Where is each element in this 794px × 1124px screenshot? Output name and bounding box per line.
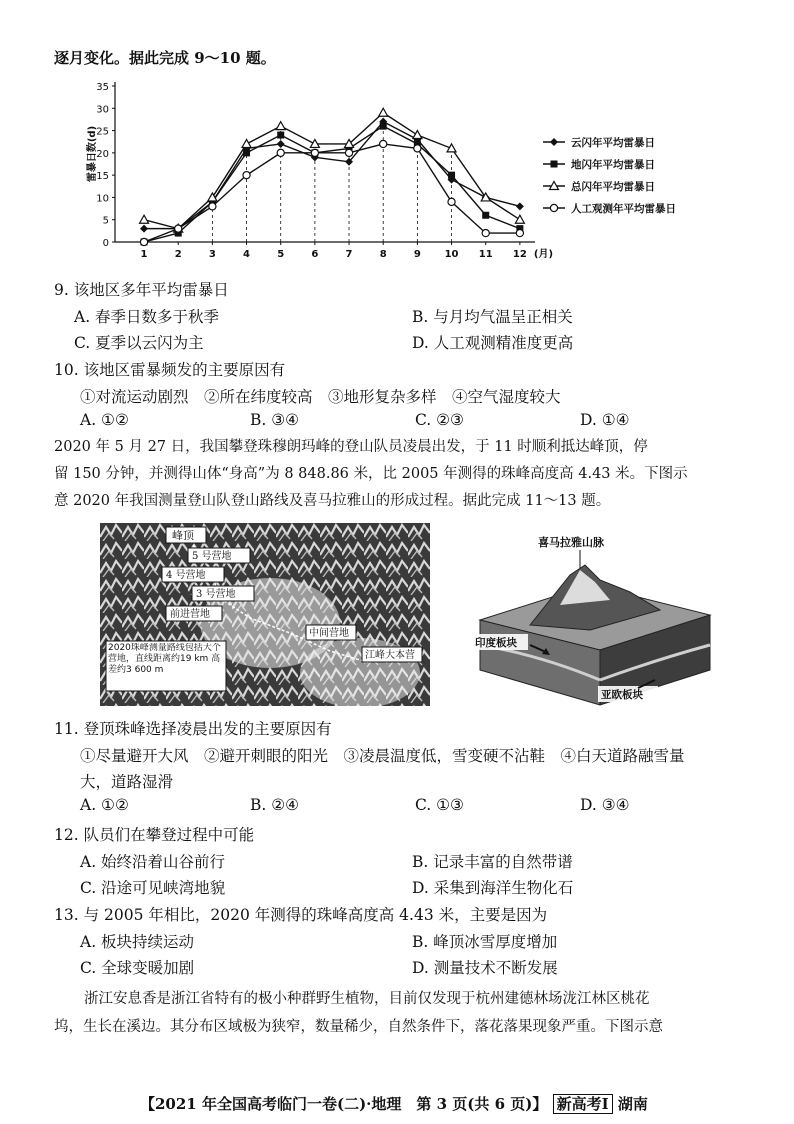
y-tick-label: 5	[102, 215, 109, 227]
y-tick-label: 0	[102, 238, 109, 249]
intro-line: 逐月变化。据此完成 9～10 题。	[54, 49, 276, 67]
legend-marker-3	[550, 204, 557, 211]
passage-line-2: 留 150 分钟，并测得山体“身高”为 8 848.86 米，比 2005 年测得的珠峰高度高 4.43 米。下图示	[54, 466, 688, 482]
y-tick-label: 35	[96, 82, 109, 93]
q11-option-b[interactable]: B. ②④	[250, 796, 300, 814]
q9-option-d[interactable]: D. 人工观测精准度更高	[412, 334, 574, 352]
x-tick-label: 3	[208, 249, 216, 260]
q9-option-b[interactable]: B. 与月均气温呈正相关	[412, 308, 573, 326]
x-tick-label: 2	[174, 249, 182, 260]
x-tick-label: 8	[379, 249, 387, 260]
series-3-point	[414, 145, 421, 152]
passage-line-1: 2020 年 5 月 27 日，我国攀登珠穆朗玛峰的登山队员凌晨出发，于 11 时顺利抵达峰顶，停	[54, 439, 648, 455]
x-tick-label: 9	[413, 249, 421, 260]
series-2-point	[276, 122, 285, 130]
q9-stem: 9. 该地区多年平均雷暴日	[54, 281, 229, 299]
q12-stem: 12. 队员们在攀登过程中可能	[54, 826, 255, 844]
series-2-point	[413, 131, 422, 139]
middle-camp-label: 中间营地	[309, 628, 349, 639]
series-1-point	[448, 172, 455, 179]
q13-option-a[interactable]: A. 板块持续运动	[80, 933, 195, 951]
series-1-point	[482, 212, 489, 219]
y-tick-label: 25	[96, 126, 109, 138]
x-tick-label: 10	[444, 249, 459, 260]
footer-tag: 新高考Ⅰ	[553, 1094, 613, 1114]
base-camp-label: 江峰大本营	[365, 650, 415, 661]
camp-3-label: 3 号营地	[196, 589, 236, 600]
x-tick-label: 11	[478, 249, 493, 260]
camp-4-label: 4 号营地	[166, 570, 206, 581]
peak-label: 峰顶	[172, 529, 194, 542]
legend-label-1: 地闪年平均雷暴日	[571, 159, 655, 171]
legend-label-0: 云闪年平均雷暴日	[571, 137, 655, 149]
series-1-point	[380, 123, 387, 130]
series-2-point	[379, 108, 388, 116]
y-tick-label: 20	[96, 148, 109, 160]
x-tick-label: 5	[277, 249, 285, 260]
series-3-point	[243, 172, 250, 179]
q11-option-d[interactable]: D. ③④	[580, 796, 630, 814]
legend-marker-1	[551, 161, 558, 168]
q10-stem: 10. 该地区雷暴频发的主要原因有	[54, 361, 286, 379]
q12-option-a[interactable]: A. 始终沿着山谷前行	[80, 853, 226, 871]
x-tick-label: 12	[512, 249, 527, 260]
x-tick-label: 1	[140, 249, 148, 260]
route-map-svg	[100, 523, 430, 706]
series-2-point	[515, 215, 524, 223]
series-3-point	[311, 149, 318, 156]
legend-label-2: 总闪年平均雷暴日	[571, 181, 655, 193]
series-3-point	[209, 203, 216, 210]
advance-camp-label: 前进营地	[170, 609, 210, 620]
q10-option-d[interactable]: D. ①④	[580, 411, 630, 429]
series-3-point	[448, 198, 455, 205]
series-3-point	[516, 229, 523, 236]
q10-option-c[interactable]: C. ②③	[415, 411, 464, 429]
q11-items-1: ①尽量避开大风 ②避开刺眼的阳光 ③凌晨温度低，雪变硬不沾鞋 ④白天道路融雪量	[80, 747, 685, 765]
q10-option-a[interactable]: A. ①②	[80, 411, 129, 429]
q9-option-a[interactable]: A. 春季日数多于秋季	[74, 308, 220, 326]
series-3-point	[345, 149, 352, 156]
q13-stem: 13. 与 2005 年相比，2020 年测得的珠峰高度高 4.43 米，主要是因为	[54, 906, 548, 924]
x-tick-label: 4	[243, 249, 251, 260]
eurasia-plate-label: 亚欧板块	[601, 689, 643, 701]
q9-option-c[interactable]: C. 夏季以云闪为主	[74, 334, 204, 352]
passage2-line-1: 浙江安息香是浙江省特有的极小种群野生植物，目前仅发现于杭州建德林场泷江林区桃花	[84, 991, 650, 1007]
camp-5-label: 5 号营地	[192, 551, 232, 562]
footer-region: 湖南	[617, 1095, 648, 1113]
x-axis-label: (月)	[533, 249, 554, 260]
series-1-point	[277, 132, 284, 139]
q11-option-c[interactable]: C. ①③	[415, 796, 464, 814]
passage2-line-2: 坞，生长在溪边。其分布区域极为狭窄，数量稀少，自然条件下，落花落果现象严重。下图示意	[54, 1019, 663, 1035]
himalaya-block-figure	[470, 530, 720, 715]
legend-label-3: 人工观测年平均雷暴日	[571, 203, 676, 215]
q13-option-d[interactable]: D. 测量技术不断发展	[412, 959, 558, 977]
q13-option-c[interactable]: C. 全球变暖加剧	[80, 959, 195, 977]
series-3-point	[140, 238, 147, 245]
thunderstorm-chart	[85, 74, 725, 264]
y-tick-label: 30	[96, 104, 109, 116]
page-footer	[140, 1093, 648, 1114]
series-0-point	[516, 202, 524, 210]
series-line-3	[144, 144, 520, 242]
x-tick-label: 6	[311, 249, 319, 260]
y-axis-label: 雷暴日数(d)	[87, 125, 98, 183]
series-3-point	[380, 140, 387, 147]
q12-option-b[interactable]: B. 记录丰富的自然带谱	[412, 853, 573, 871]
series-2-point	[242, 139, 251, 147]
himalaya-block-svg	[470, 530, 720, 715]
y-tick-label: 15	[96, 171, 109, 183]
y-tick-label: 10	[96, 193, 109, 205]
series-2-point	[140, 215, 149, 223]
passage-line-3: 意 2020 年我国测量登山队登山路线及喜马拉雅山的形成过程。据此完成 11～13 题。	[54, 493, 611, 509]
india-plate-label: 印度板块	[475, 637, 517, 649]
x-tick-label: 7	[345, 249, 353, 260]
q10-items: ①对流运动剧烈 ②所在纬度较高 ③地形复杂多样 ④空气湿度较大	[80, 388, 561, 406]
footer-main: 【2021 年全国高考临门一卷(二)·地理 第 3 页(共 6 页)】	[140, 1095, 548, 1113]
series-3-point	[175, 225, 182, 232]
chart-svg	[85, 74, 725, 264]
q12-option-c[interactable]: C. 沿途可见峡湾地貌	[80, 879, 226, 897]
legend-marker-0	[550, 138, 558, 146]
q11-option-a[interactable]: A. ①②	[80, 796, 129, 814]
q13-option-b[interactable]: B. 峰顶冰雪厚度增加	[412, 933, 558, 951]
q11-items-2: 大，道路湿滑	[80, 773, 174, 791]
series-3-point	[482, 229, 489, 236]
series-0-point	[277, 140, 285, 148]
himalaya-title: 喜马拉雅山脉	[538, 536, 604, 549]
series-1-point	[243, 149, 250, 156]
route-note: 2020珠峰测量路线包括大个营地，直线距离约19 km 高差约3 600 m	[108, 643, 221, 675]
route-map-figure	[100, 523, 430, 706]
series-0-point	[140, 225, 148, 233]
q11-stem: 11. 登顶珠峰选择凌晨出发的主要原因有	[54, 720, 332, 738]
q10-option-b[interactable]: B. ③④	[250, 411, 300, 429]
series-3-point	[277, 149, 284, 156]
q12-option-d[interactable]: D. 采集到海洋生物化石	[412, 879, 574, 897]
